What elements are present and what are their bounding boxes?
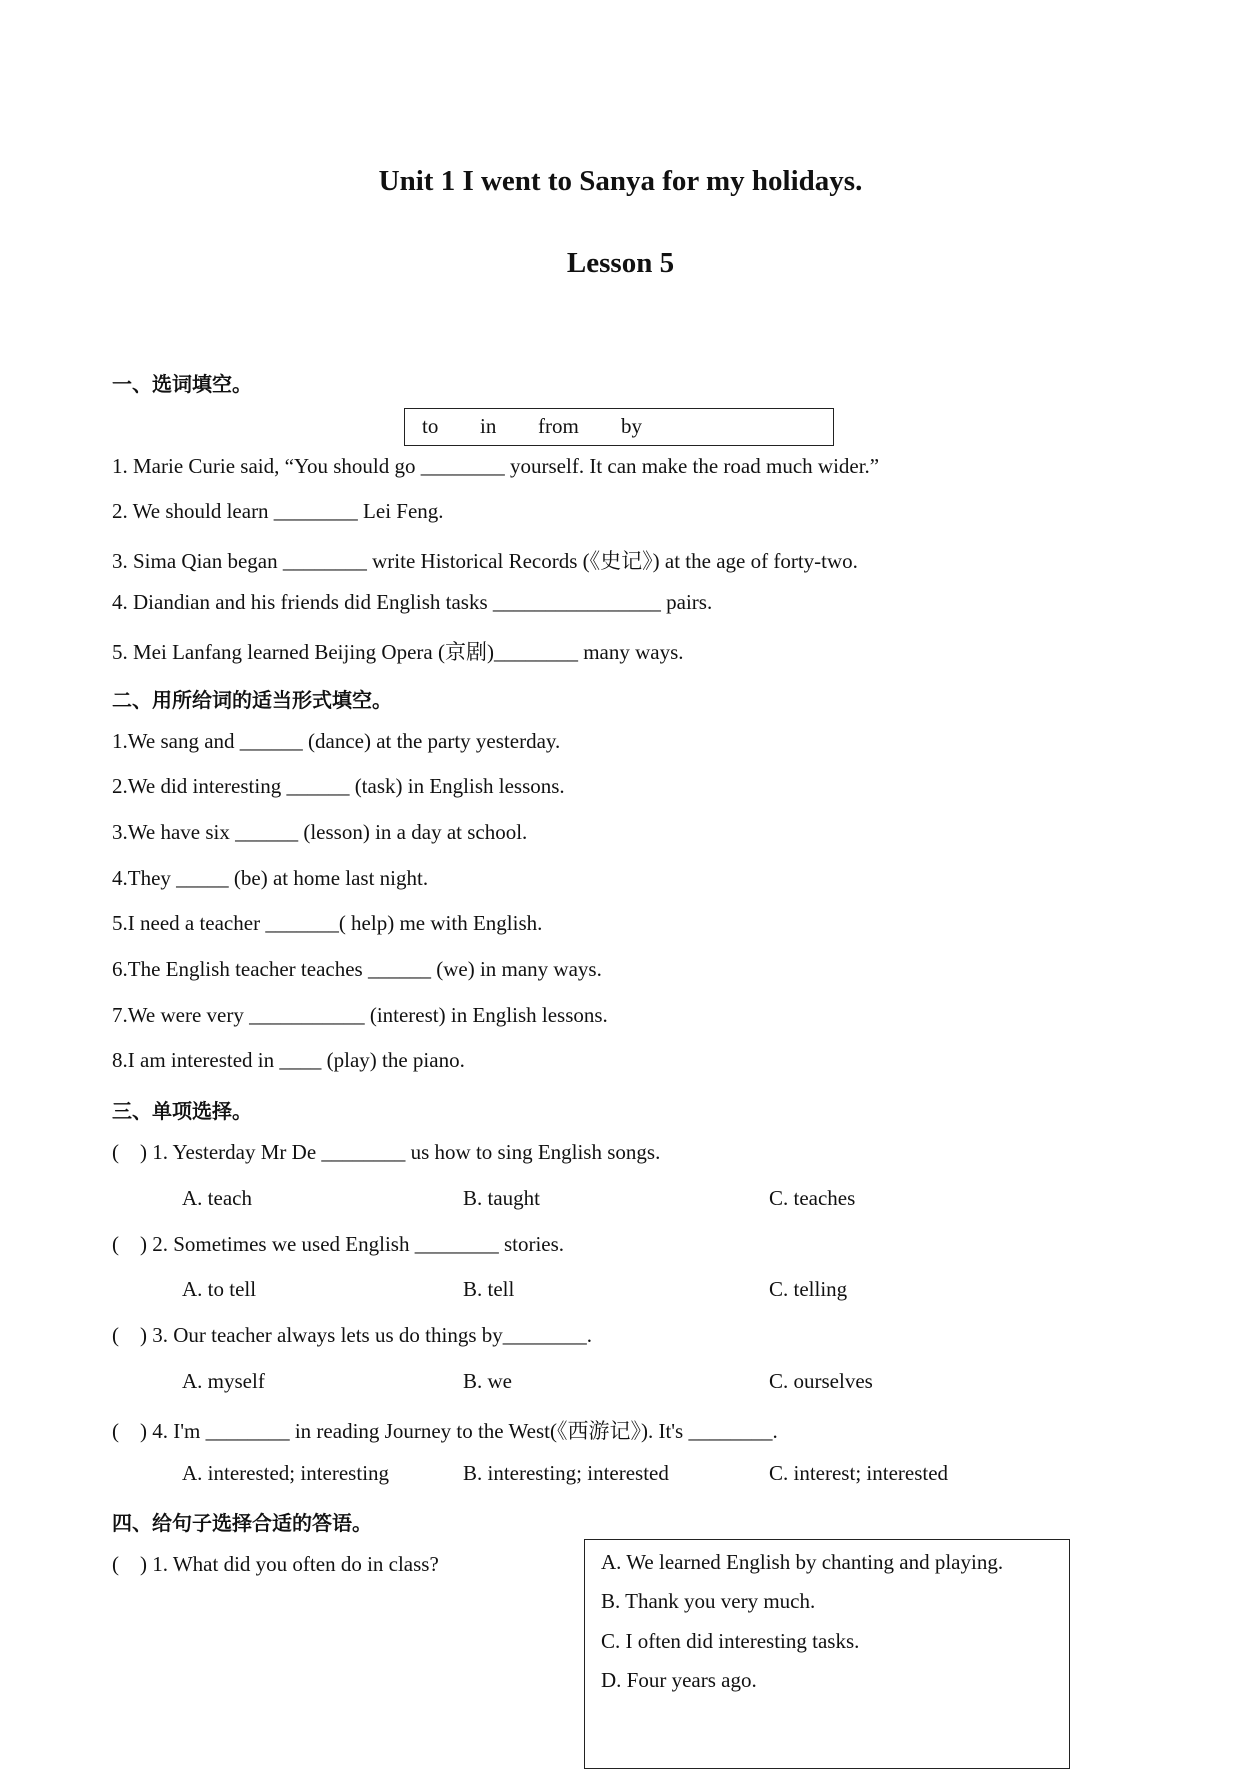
answer-option: B. Thank you very much.: [601, 1589, 816, 1613]
section2-item: 4.They _____ (be) at home last night.: [112, 866, 429, 890]
mc-question: ( ) 2. Sometimes we used English ________ stories.: [112, 1232, 565, 1256]
section1-item: 5. Mei Lanfang learned Beijing Opera (京剧)________ many ways.: [112, 640, 684, 664]
section1-item: 1. Marie Curie said, “You should go ________ yourself. It can make the road much wider.”: [112, 454, 880, 478]
section1-item: 3. Sima Qian began ________ write Historical Records (《史记》) at the age of forty-two.: [112, 549, 858, 573]
section1-heading: 一、选词填空。: [112, 372, 252, 396]
word-bank-word: from: [538, 414, 579, 438]
mc-option-c: C. ourselves: [769, 1369, 873, 1393]
section4-heading: 四、给句子选择合适的答语。: [112, 1511, 372, 1535]
lesson-title: Lesson 5: [566, 247, 675, 279]
section2-item: 8.I am interested in ____ (play) the piano.: [112, 1048, 465, 1072]
mc-option-c: C. teaches: [769, 1186, 856, 1210]
mc-option-a: A. myself: [182, 1369, 265, 1393]
answer-options-box: [584, 1539, 1070, 1769]
section1-item: 4. Diandian and his friends did English tasks ________________ pairs.: [112, 590, 713, 614]
section2-item: 2.We did interesting ______ (task) in English lessons.: [112, 774, 565, 798]
mc-option-c: C. interest; interested: [769, 1461, 949, 1485]
word-bank-word: to: [422, 414, 439, 438]
page-title: Unit 1 I went to Sanya for my holidays.: [378, 165, 863, 197]
mc-option-a: A. interested; interesting: [182, 1461, 390, 1485]
word-bank-word: by: [621, 414, 642, 438]
mc-question: ( ) 4. I'm ________ in reading Journey to the West(《西游记》). It's ________.: [112, 1419, 778, 1443]
answer-option: C. I often did interesting tasks.: [601, 1629, 860, 1653]
word-bank-box: [404, 408, 834, 446]
answer-option: A. We learned English by chanting and playing.: [601, 1550, 1004, 1574]
section2-item: 1.We sang and ______ (dance) at the party yesterday.: [112, 729, 561, 753]
section2-item: 5.I need a teacher _______( help) me with English.: [112, 911, 543, 935]
section1-item: 2. We should learn ________ Lei Feng.: [112, 499, 444, 523]
mc-option-a: A. to tell: [182, 1277, 257, 1301]
answer-option: D. Four years ago.: [601, 1668, 757, 1692]
mc-option-b: B. taught: [463, 1186, 540, 1210]
section2-item: 3.We have six ______ (lesson) in a day at school.: [112, 820, 528, 844]
section2-item: 7.We were very ___________ (interest) in English lessons.: [112, 1003, 608, 1027]
mc-option-a: A. teach: [182, 1186, 252, 1210]
word-bank-word: in: [480, 414, 497, 438]
mc-question: ( ) 1. Yesterday Mr De ________ us how to sing English songs.: [112, 1140, 661, 1164]
mc-question: ( ) 3. Our teacher always lets us do things by________.: [112, 1323, 592, 1347]
mc-option-c: C. telling: [769, 1277, 848, 1301]
mc-option-b: B. we: [463, 1369, 512, 1393]
section2-heading: 二、用所给词的适当形式填空。: [112, 688, 392, 712]
section2-item: 6.The English teacher teaches ______ (we) in many ways.: [112, 957, 602, 981]
mc-option-b: B. interesting; interested: [463, 1461, 669, 1485]
match-question: ( ) 1. What did you often do in class?: [112, 1552, 439, 1576]
mc-option-b: B. tell: [463, 1277, 515, 1301]
section3-heading: 三、单项选择。: [112, 1099, 252, 1123]
